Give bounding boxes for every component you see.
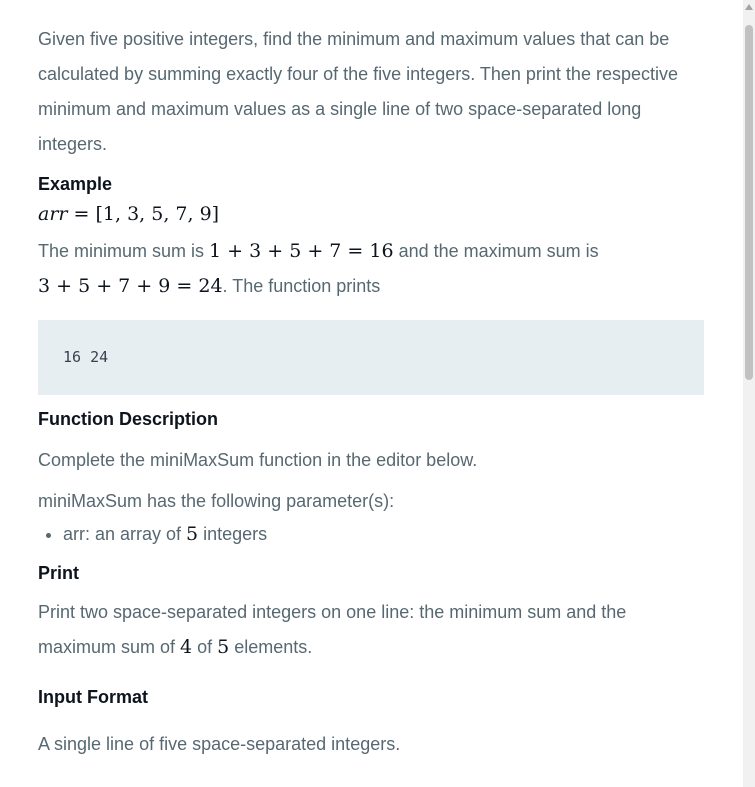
- max-sum-prefix: and the maximum sum is: [393, 241, 599, 261]
- input-format-heading: Input Format: [38, 687, 148, 707]
- scroll-up-arrow-icon[interactable]: [745, 4, 753, 10]
- print-text: [38, 595, 704, 665]
- min-sum-prefix: The minimum sum is: [38, 241, 210, 261]
- function-description-text: Complete the miniMaxSum function in the editor below.: [38, 450, 478, 470]
- parameter-item-arr: [63, 519, 704, 549]
- function-description-heading: Function Description: [38, 409, 218, 429]
- print-five: 5: [217, 636, 230, 658]
- parameters-list: [38, 519, 704, 549]
- print-four: 4: [180, 636, 193, 658]
- function-prints-text: . The function prints: [222, 276, 381, 296]
- min-sum-expression: 1 + 3 + 5 + 7 = 16: [209, 240, 394, 262]
- input-format-text: A single line of five space-separated integers.: [38, 734, 401, 754]
- print-text-part2: elements.: [229, 637, 313, 657]
- print-text-part1: Print two space-separated integers on one line: the minimum sum and the maximum sum of: [38, 602, 627, 657]
- example-array: [38, 198, 704, 230]
- problem-statement: [38, 22, 704, 762]
- param-suffix: integers: [198, 524, 268, 544]
- parameters-text: miniMaxSum has the following parameter(s):: [38, 491, 395, 511]
- example-heading: Example: [38, 174, 113, 194]
- max-sum-expression: 3 + 5 + 7 + 9 = 24: [38, 275, 223, 297]
- arr-equals: =: [67, 203, 96, 225]
- example-explanation: [38, 234, 704, 304]
- arr-variable: arr: [38, 203, 68, 225]
- arr-value: [1, 3, 5, 7, 9]: [95, 203, 220, 225]
- vertical-scrollbar[interactable]: [743, 0, 755, 787]
- param-count: 5: [186, 523, 199, 545]
- print-heading: Print: [38, 563, 80, 583]
- param-prefix: arr: an array of: [63, 524, 187, 544]
- intro-text: Given five positive integers, find the minimum and maximum values that can be calculated by summing exactly four of the five integers. Then print the respective minimum and maximum values as a single line of two space-separated long integers.: [38, 29, 678, 154]
- example-output-code: 16 24: [38, 320, 704, 395]
- scrollbar-thumb[interactable]: [745, 25, 753, 380]
- print-of: of: [192, 637, 218, 657]
